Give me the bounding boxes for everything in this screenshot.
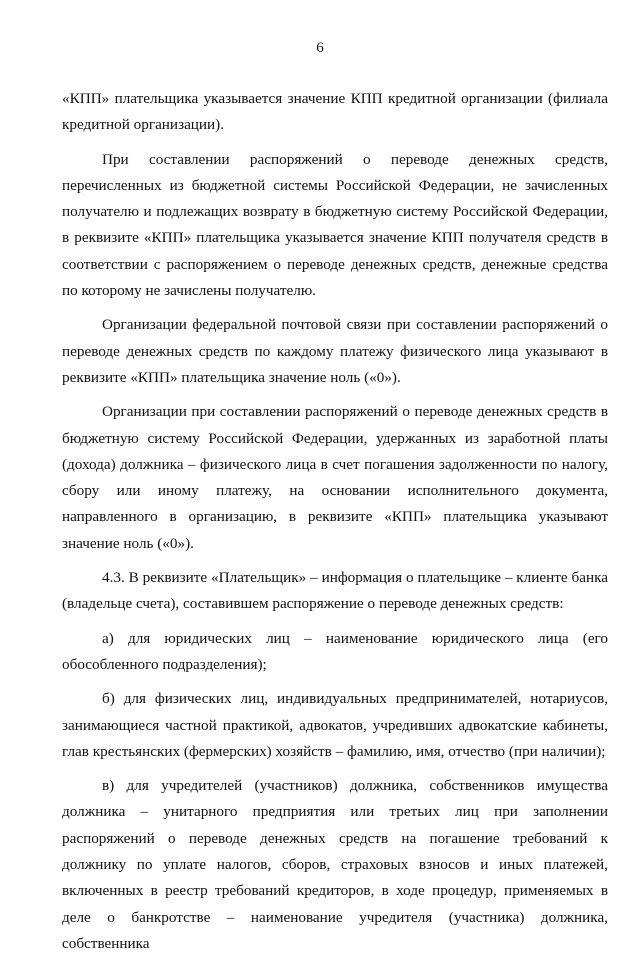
paragraph-kpp-credit-org: «КПП» плательщика указывается значение КПП кредитной организации (филиала кредитной организации). (62, 90, 608, 134)
list-item-v-founders: в) для учредителей (участников) должника, собственников имущества должника – унитарного предприятия или третьих лиц при заполнении распоряжений о переводе денежных средств на погашение требований к должнику по уплате налогов, сборов, страховых взносов и иных платежей, включенных в реестр требований кредиторов, в ходе процедур, применяемых в деле о банкротстве – наименование учредителя (участника) должника, собственника (62, 777, 608, 952)
paragraph-section-4-3: 4.3. В реквизите «Плательщик» – информация о плательщике – клиенте банка (владельце счета), составившем распоряжение о переводе денежных средств: (62, 569, 608, 613)
page-number: 6 (316, 40, 324, 56)
document-body (62, 86, 608, 965)
paragraph-postal-organizations: Организации федеральной почтовой связи при составлении распоряжений о переводе денежных средств по каждому платежу физического лица указывают в реквизите «КПП» плательщика значение ноль («0»). (62, 316, 608, 386)
paragraph-budget-return: При составлении распоряжений о переводе денежных средств, перечисленных из бюджетной системы Российской Федерации, не зачисленных получателю и подлежащих возврату в бюджетную систему Российской Федерации, в реквизите «КПП» плательщика указывается значение КПП получателя средств в соответствии с распоряжением о переводе денежных средств, денежные средства по которому не зачислены получателю. (62, 150, 608, 300)
list-item-a-legal-entities: а) для юридических лиц – наименование юридического лица (его обособленного подразделения); (62, 629, 608, 673)
list-item-b-individuals: б) для физических лиц, индивидуальных предпринимателей, нотариусов, занимающиеся частной практикой, адвокатов, учредивших адвокатские кабинеты, глав крестьянских (фермерских) хозяйств – фамилию, имя, отчество (при наличии); (62, 690, 608, 760)
paragraph-salary-withholding: Организации при составлении распоряжений о переводе денежных средств в бюджетную систему Российской Федерации, удержанных из заработной платы (дохода) должника – физического лица в счет погашения задолженности по налогу, сбору или иному платежу, на основании исполнительного документа, направленного в организацию, в реквизите «КПП» плательщика указывают значение ноль («0»). (62, 403, 608, 552)
